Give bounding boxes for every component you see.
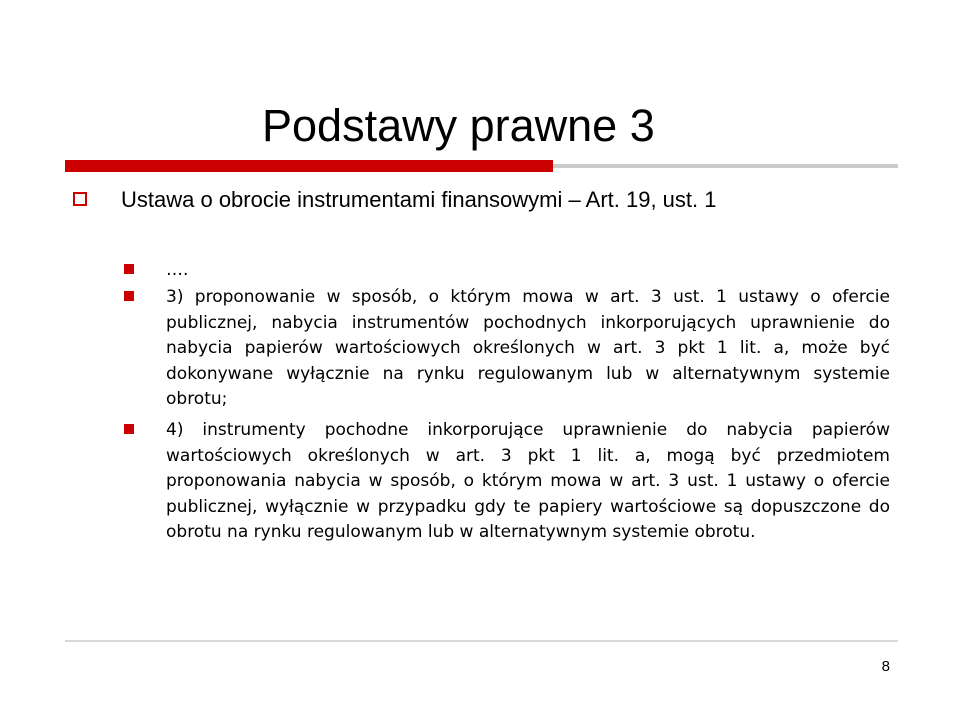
filled-square-icon bbox=[124, 424, 134, 434]
hollow-square-icon bbox=[73, 192, 87, 206]
filled-square-icon bbox=[124, 264, 134, 274]
sub-bullet-text: …. bbox=[166, 260, 189, 280]
filled-square-icon bbox=[124, 291, 134, 301]
bullet-level1 bbox=[73, 185, 893, 215]
footer-divider bbox=[65, 640, 898, 642]
sub-bullet-3 bbox=[124, 418, 890, 546]
page-number: 8 bbox=[881, 658, 890, 675]
title-underline-red bbox=[65, 160, 553, 172]
sub-bullet-text: 3) proponowanie w sposób, o którym mowa w art. 3 ust. 1 ustawy o ofercie publicznej, nabycia instrumentów pochodnych inkorporujących uprawnienie do nabycia papierów wartościowych określonych w art. 3 pkt 1 lit. a, może być dokonywane wyłącznie na rynku regulowanym lub w alternatywnym systemie obrotu; bbox=[166, 287, 890, 409]
title-underline bbox=[65, 160, 898, 172]
sub-bullet-1 bbox=[124, 258, 890, 284]
sub-bullet-2 bbox=[124, 285, 890, 413]
bullet-level1-text: Ustawa o obrocie instrumentami finansowymi – Art. 19, ust. 1 bbox=[121, 187, 717, 212]
slide-title: Podstawy prawne 3 bbox=[262, 100, 655, 151]
sub-bullet-text: 4) instrumenty pochodne inkorporujące uprawnienie do nabycia papierów wartościowych określonych w art. 3 pkt 1 lit. a, mogą być przedmiotem proponowania nabycia w sposób, o którym mowa w art. 3 ust. 1 ustawy o ofercie publicznej, wyłącznie w przypadku gdy te papiery wartościowe są dopuszczone do obrotu na rynku regulowanym lub w alternatywnym systemie obrotu. bbox=[166, 420, 890, 542]
